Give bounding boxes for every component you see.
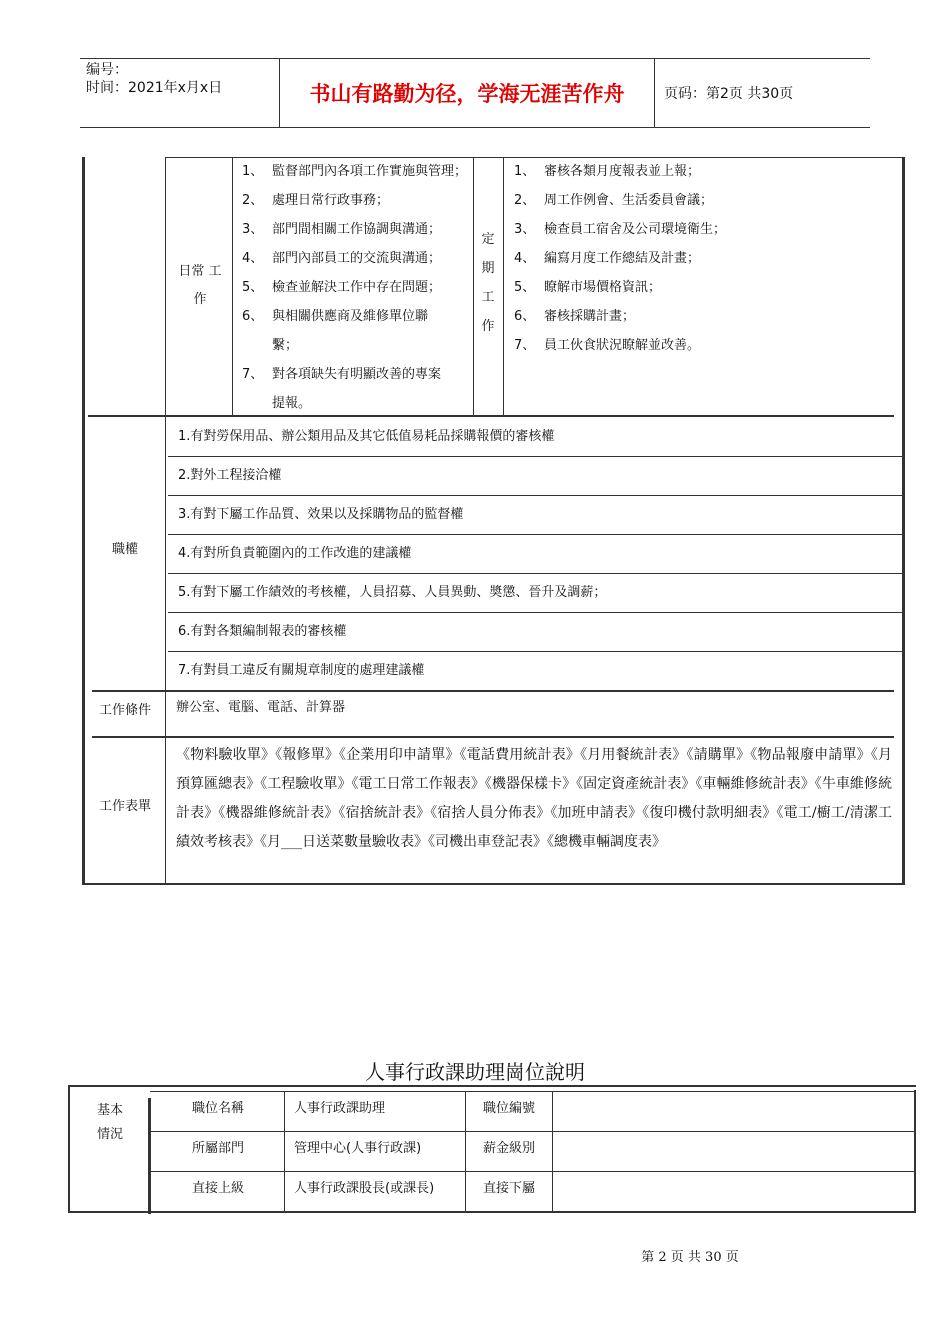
authority-item: 3.有對下屬工作品質、效果以及採購物品的監督權 [178, 507, 464, 522]
field-label: 直接上級 [191, 1181, 244, 1196]
duties-top-line [165, 157, 905, 158]
table-border-left [82, 157, 85, 885]
field-label: 所屬部門 [191, 1141, 244, 1156]
conditions-value: 辦公室、電腦、電話、計算器 [176, 700, 346, 715]
authority-item: 7.有對員工違反有關規章制度的處理建議權 [178, 663, 425, 678]
mid-col-line-b [503, 157, 504, 415]
forms-label: 工作表單 [98, 799, 151, 814]
field-label: 薪金級別 [482, 1141, 535, 1156]
list-item: 2、 周工作例會、生活委員會議； [514, 193, 714, 208]
list-item: 繫； [272, 338, 299, 353]
authority-item: 1.有對勞保用品、辦公類用品及其它低值易耗品採購報價的審核權 [178, 429, 555, 444]
authority-label: 職權 [111, 542, 138, 557]
duties-bottom-line [88, 415, 894, 417]
authority-item: 6.有對各類編制報表的審核權 [178, 624, 347, 639]
basic-info-label: 基本 情況 [96, 1103, 123, 1142]
authority-item: 5.有對下屬工作績效的考核權，人員招募、人員異動、奬懲、晉升及調薪； [178, 585, 607, 600]
daily-work-list [242, 160, 467, 421]
list-item: 6、 與相關供應商及維修單位聯 [242, 309, 429, 324]
time-label: 时间：2021年x月x日 [86, 80, 223, 96]
daily-work-label: 日常 工 作 [178, 264, 222, 307]
field-label: 職位編號 [482, 1101, 535, 1116]
list-item: 6、 審核採購計畫； [514, 309, 636, 324]
page-footer: 第 2 页 共 30 页 [641, 1250, 739, 1265]
list-item: 2、 處理日常行政事務； [242, 193, 390, 208]
header-page-info: 页码：第2页 共30页 [664, 86, 794, 102]
list-item: 1、 監督部門內各項工作實施與管理； [242, 164, 468, 179]
list-item: 提報。 [272, 396, 312, 411]
daily-col-line [232, 157, 233, 415]
field-label: 直接下屬 [482, 1181, 535, 1196]
section-title: 人事行政課助理崗位說明 [365, 1060, 585, 1084]
list-item: 4、 部門內部員工的交流與溝通； [242, 251, 442, 266]
field-label: 職位名稱 [191, 1101, 244, 1116]
list-item: 7、 對各項缺失有明顯改善的專案 [242, 367, 442, 382]
table-border-right [902, 157, 905, 885]
mid-col-line-a [473, 157, 474, 415]
list-item: 3、 部門間相關工作協調與溝通； [242, 222, 442, 237]
conditions-label: 工作條件 [98, 703, 151, 718]
list-item: 3、 檢查員工宿舍及公司環境衛生； [514, 222, 727, 237]
authority-item: 2.對外工程接洽權 [178, 468, 282, 483]
forms-list: 《物料驗收單》《報修單》《企業用印申請單》《電話費用統計表》《月用餐統計表》《請購單》《物品報廢申請單》《月預算匯總表》《工程驗收單》《電工日常工作報表》《機器保樣卡》《固定資產統計表》《車輛維修統計表》《牛車維修統計表》《機器維修統計表》《宿捨統計表》《宿捨人員分佈表》《加班申請表》《復印機付款明細表》《電工/櫥工/清潔工績效考核表》《月___日送菜數量驗收表》《司機出車登記表》《總機車輛調度表》 [176, 747, 892, 850]
periodic-work-label: 定 期 工 作 [481, 232, 495, 334]
serial-label: 编号： [86, 62, 128, 78]
authority-bottom-line [92, 690, 894, 692]
list-item: 7、 員工伙食狀況瞭解並改善。 [514, 338, 701, 353]
list-item: 1、 審核各類月度報表並上報； [514, 164, 701, 179]
list-item: 5、 檢查並解決工作中存在問題； [242, 280, 442, 295]
conditions-bottom-line [92, 736, 894, 738]
field-value: 管理中心(人事行政課) [294, 1141, 422, 1156]
page-header [80, 58, 870, 128]
list-item: 4、 編寫月度工作總結及計畫； [514, 251, 701, 266]
header-meta [80, 59, 280, 127]
field-value: 人事行政課助理 [294, 1101, 386, 1116]
field-value: 人事行政課股長(或課長) [294, 1181, 435, 1196]
header-motto: 书山有路勤为径，学海无涯苦作舟 [280, 59, 655, 127]
table-border-bottom [82, 883, 905, 885]
periodic-work-list [514, 160, 726, 363]
label-col-line [165, 157, 166, 883]
list-item: 5、 瞭解市場價格資訊； [514, 280, 662, 295]
authority-item: 4.有對所負責範圍內的工作改進的建議權 [178, 546, 412, 561]
